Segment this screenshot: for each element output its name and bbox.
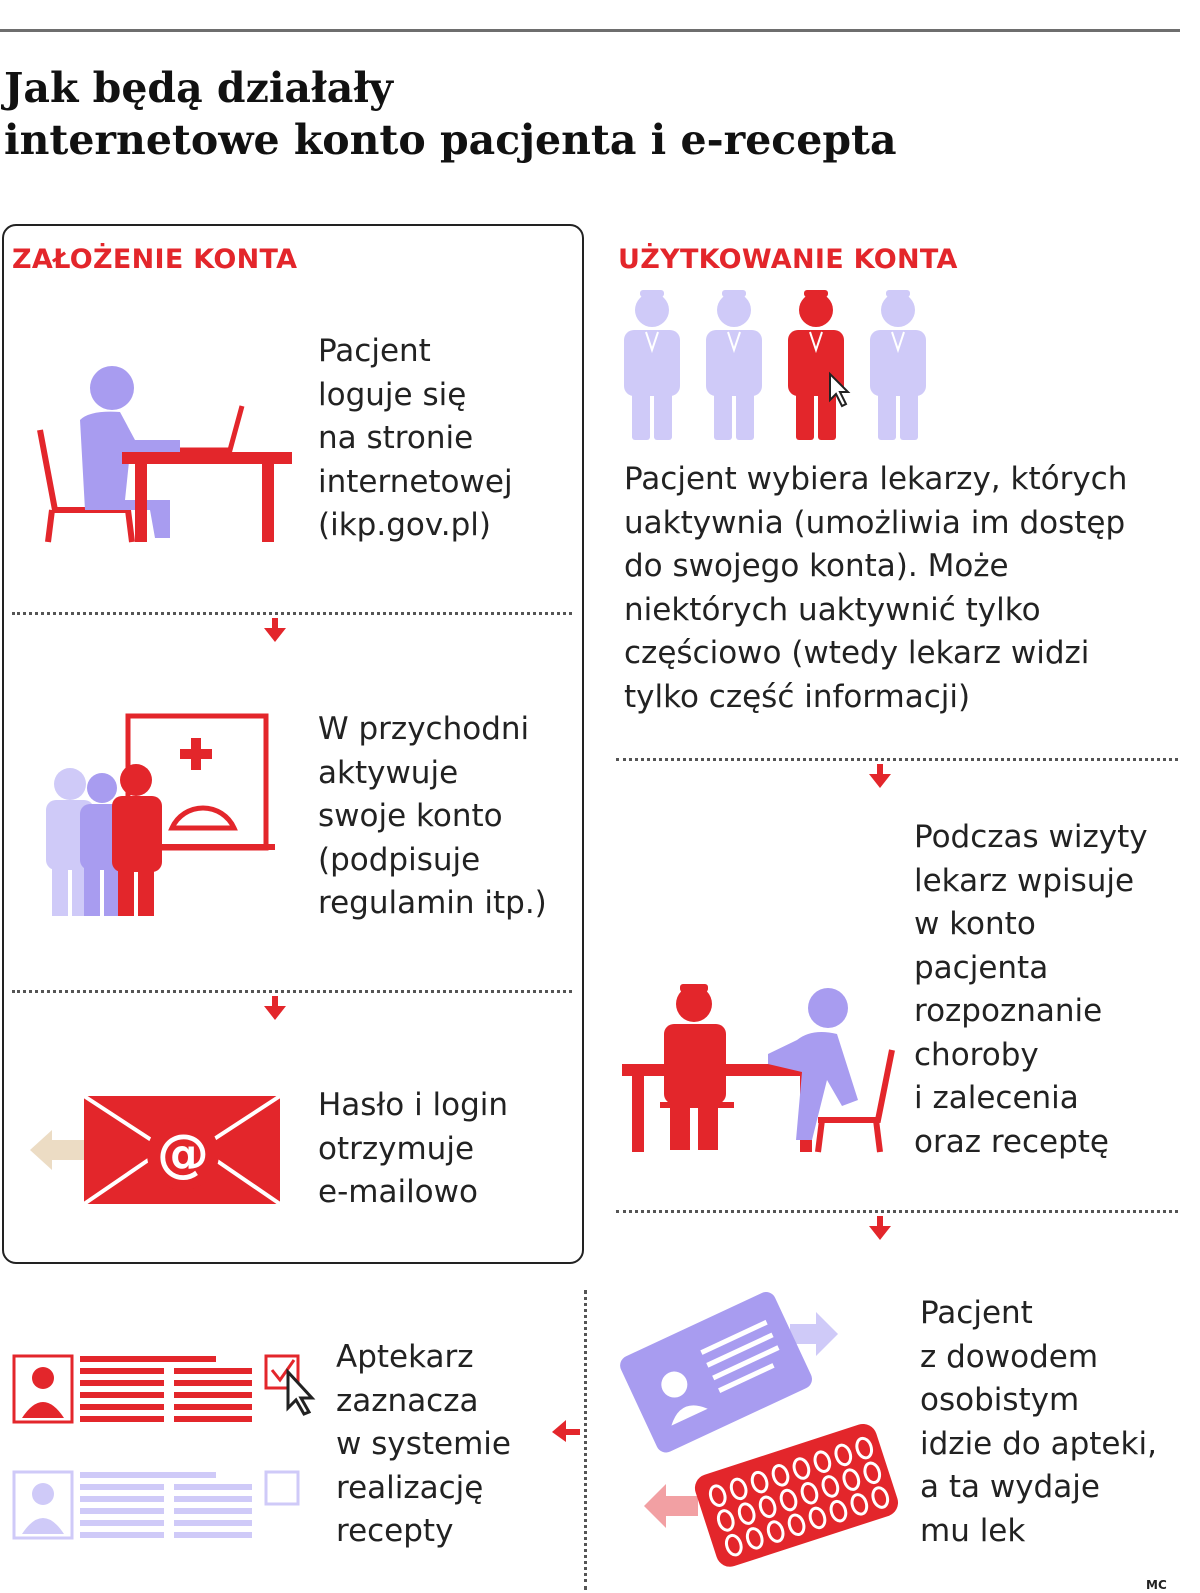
pharmacy-system-icon [10, 1350, 330, 1550]
author-credit: MC [1146, 1578, 1167, 1592]
step-email-text: Hasło i login otrzymuje e-mailowo [318, 1087, 509, 1210]
step-pharmacy-visit-text: Pacjent z dowodem osobistym idzie do apteki, a ta wydaje mu lek [920, 1295, 1157, 1549]
doctor-visit-icon [622, 980, 902, 1155]
id-card-pills-icon [620, 1290, 910, 1560]
step-divider [12, 612, 572, 615]
top-rule [0, 29, 1180, 32]
down-arrow-icon [262, 996, 288, 1022]
step-pharmacist-text: Aptekarz zaznacza w systemie realizację recepty [336, 1339, 511, 1549]
doctors-selection-icon [620, 288, 940, 448]
step-divider [616, 1210, 1178, 1213]
step-divider [616, 758, 1178, 761]
step-activate-text: W przychodni aktywuje swoje konto (podpisuje regulamin itp.) [318, 711, 547, 921]
at-sign-icon: @ [147, 1118, 219, 1190]
step-doctor-visit-text: Podczas wizyty lekarz wpisuje w konto pacjenta rozpoznanie choroby i zalecenia oraz receptę [914, 819, 1148, 1160]
account-creation-heading: ZAŁOŻENIE KONTA [12, 244, 298, 275]
column-divider [584, 1290, 587, 1590]
down-arrow-icon [262, 618, 288, 644]
down-arrow-icon [867, 1216, 893, 1242]
clinic-reception-icon [38, 710, 283, 920]
down-arrow-icon [867, 764, 893, 790]
patient-at-laptop-icon [30, 360, 300, 550]
step-select-doctors-text: Pacjent wybiera lekarzy, których uaktywnia (umożliwia im dostęp do swojego konta). Może niektórych uaktywnić tylko częściowo (wtedy lekarz widzi tylko część informacji) [624, 461, 1128, 715]
left-arrow-icon [552, 1418, 582, 1446]
account-use-heading: UŻYTKOWANIE KONTA [618, 244, 958, 275]
step-login-text: Pacjent loguje się na stronie internetowej (ikp.gov.pl) [318, 333, 513, 543]
step-divider [12, 990, 572, 993]
page-title: Jak będą działały internetowe konto pacjenta i e-recepta [4, 64, 897, 164]
